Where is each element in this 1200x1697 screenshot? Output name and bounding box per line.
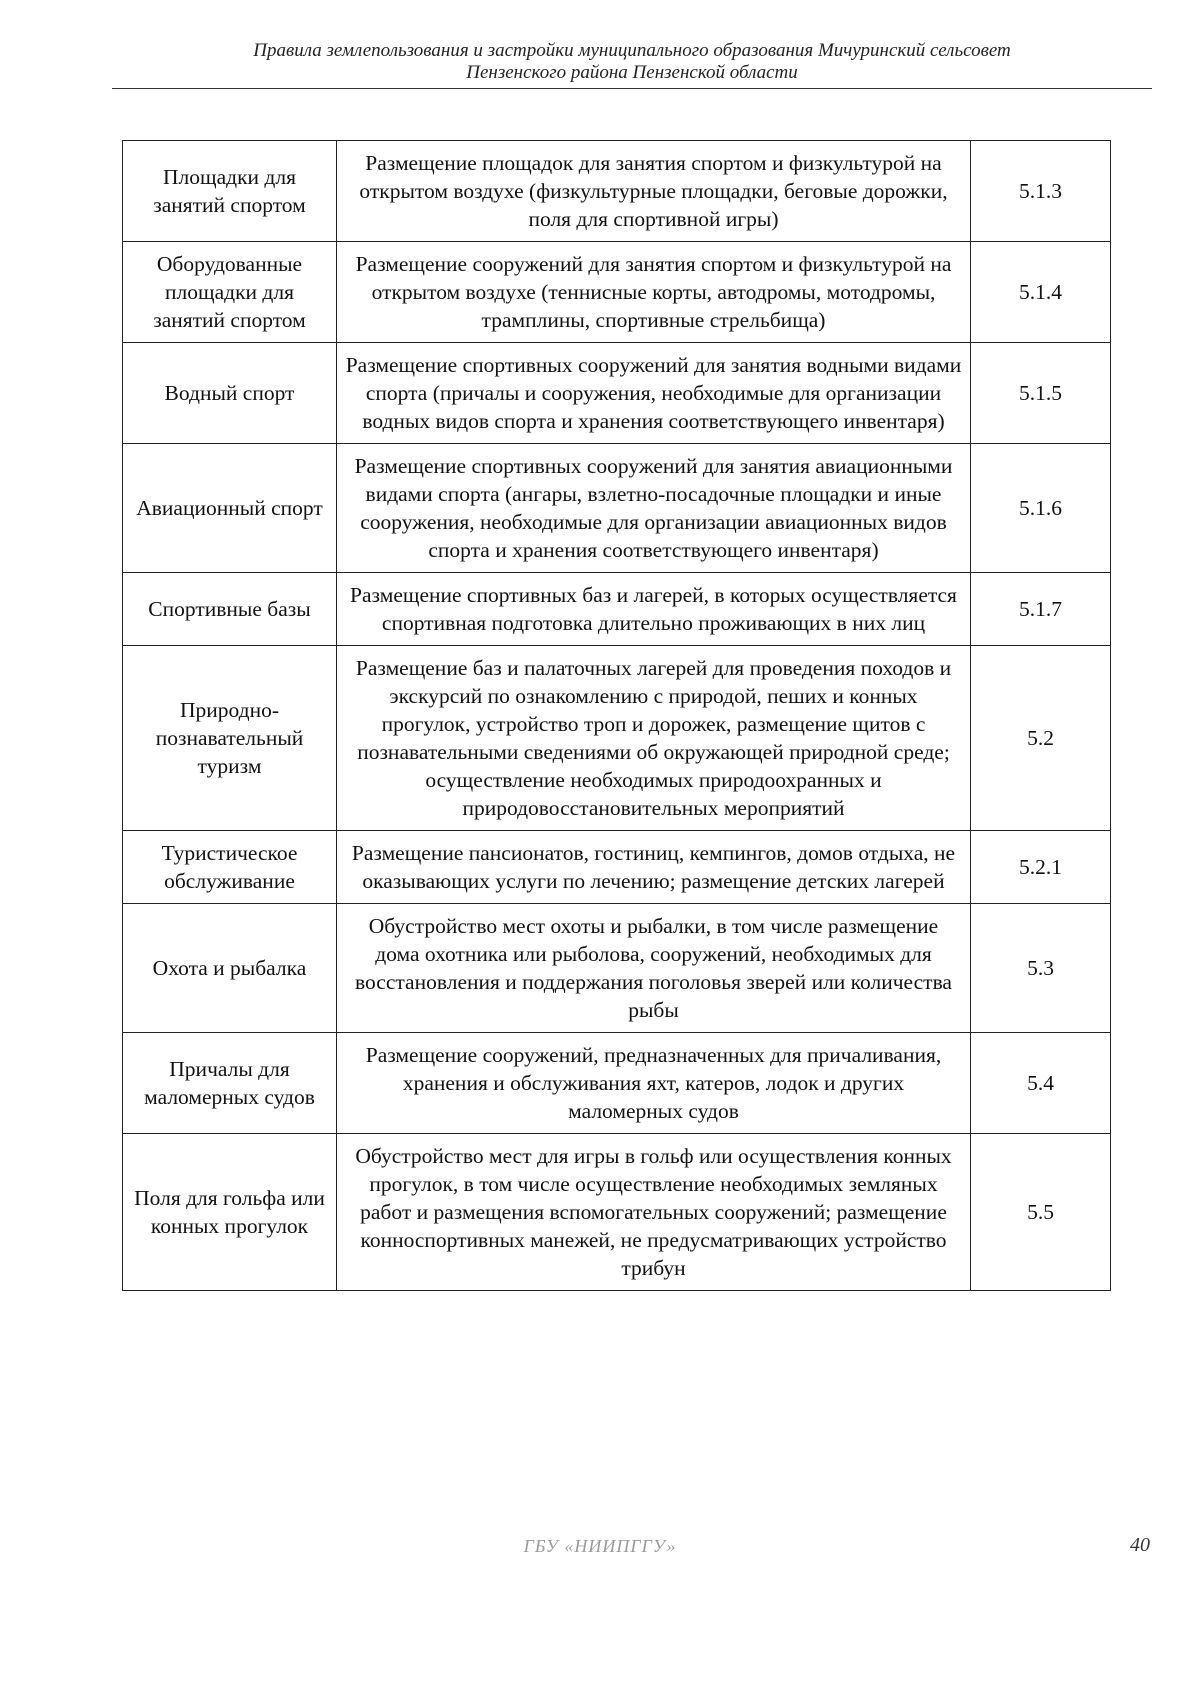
table-row bbox=[123, 646, 1111, 831]
use-description-cell: Размещение спортивных сооружений для занятия водными видами спорта (причалы и сооружения, необходимые для организации водных видов спорта и хранения соответствующего инвентаря) bbox=[337, 343, 971, 444]
table-row bbox=[123, 343, 1111, 444]
land-use-table bbox=[122, 140, 1111, 1291]
table-row bbox=[123, 831, 1111, 904]
use-code-cell: 5.2 bbox=[971, 646, 1111, 831]
page-header bbox=[112, 40, 1152, 84]
use-name-cell: Оборудованные площадки для занятий спортом bbox=[123, 242, 337, 343]
use-code-cell: 5.1.3 bbox=[971, 141, 1111, 242]
use-description-cell: Размещение сооружений для занятия спортом и физкультурой на открытом воздухе (теннисные корты, автодромы, мотодромы, трамплины, спортивные стрельбища) bbox=[337, 242, 971, 343]
table-row bbox=[123, 242, 1111, 343]
use-code-cell: 5.3 bbox=[971, 904, 1111, 1033]
use-description-cell: Размещение спортивных сооружений для занятия авиационными видами спорта (ангары, взлетно-посадочные площадки и иные сооружения, необходимые для организации авиационных видов спорта и хранения соответствующего инвентаря) bbox=[337, 444, 971, 573]
use-code-cell: 5.1.6 bbox=[971, 444, 1111, 573]
use-description-cell: Размещение пансионатов, гостиниц, кемпингов, домов отдыха, не оказывающих услуги по лечению; размещение детских лагерей bbox=[337, 831, 971, 904]
header-line-2: Пензенского района Пензенской области bbox=[466, 62, 798, 83]
use-description-cell: Размещение спортивных баз и лагерей, в которых осуществляется спортивная подготовка длительно проживающих в них лиц bbox=[337, 573, 971, 646]
use-code-cell: 5.2.1 bbox=[971, 831, 1111, 904]
use-name-cell: Природно-познавательный туризм bbox=[123, 646, 337, 831]
use-name-cell: Площадки для занятий спортом bbox=[123, 141, 337, 242]
use-name-cell: Причалы для маломерных судов bbox=[123, 1033, 337, 1134]
table-row bbox=[123, 1033, 1111, 1134]
table-row bbox=[123, 141, 1111, 242]
use-name-cell: Авиационный спорт bbox=[123, 444, 337, 573]
table-body bbox=[123, 141, 1111, 1291]
use-description-cell: Размещение площадок для занятия спортом и физкультурой на открытом воздухе (физкультурные площадки, беговые дорожки, поля для спортивной игры) bbox=[337, 141, 971, 242]
use-description-cell: Размещение сооружений, предназначенных для причаливания, хранения и обслуживания яхт, катеров, лодок и других маломерных судов bbox=[337, 1033, 971, 1134]
use-code-cell: 5.1.4 bbox=[971, 242, 1111, 343]
use-name-cell: Охота и рыбалка bbox=[123, 904, 337, 1033]
use-code-cell: 5.5 bbox=[971, 1134, 1111, 1291]
table-row bbox=[123, 1134, 1111, 1291]
use-name-cell: Спортивные базы bbox=[123, 573, 337, 646]
header-line-1: Правила землепользования и застройки муниципального образования Мичуринский сельсовет bbox=[253, 40, 1011, 61]
table-row bbox=[123, 444, 1111, 573]
page-number: 40 bbox=[1130, 1534, 1150, 1556]
header-divider bbox=[112, 88, 1152, 89]
use-code-cell: 5.4 bbox=[971, 1033, 1111, 1134]
use-name-cell: Туристическое обслуживание bbox=[123, 831, 337, 904]
use-description-cell: Размещение баз и палаточных лагерей для проведения походов и экскурсий по ознакомлению с природой, пеших и конных прогулок, устройство троп и дорожек, размещение щитов с познавательными сведениями об окружающей природной среде; осуществление необходимых природоохранных и природовосстановительных мероприятий bbox=[337, 646, 971, 831]
use-code-cell: 5.1.5 bbox=[971, 343, 1111, 444]
table-row bbox=[123, 573, 1111, 646]
use-name-cell: Водный спорт bbox=[123, 343, 337, 444]
table-row bbox=[123, 904, 1111, 1033]
footer-organization: ГБУ «НИИПГГУ» bbox=[523, 1536, 677, 1556]
use-description-cell: Обустройство мест для игры в гольф или осуществления конных прогулок, в том числе осуществление необходимых земляных работ и размещения вспомогательных сооружений; размещение конноспортивных манежей, не предусматривающих устройство трибун bbox=[337, 1134, 971, 1291]
use-code-cell: 5.1.7 bbox=[971, 573, 1111, 646]
use-name-cell: Поля для гольфа или конных прогулок bbox=[123, 1134, 337, 1291]
use-description-cell: Обустройство мест охоты и рыбалки, в том числе размещение дома охотника или рыболова, сооружений, необходимых для восстановления и поддержания поголовья зверей или количества рыбы bbox=[337, 904, 971, 1033]
